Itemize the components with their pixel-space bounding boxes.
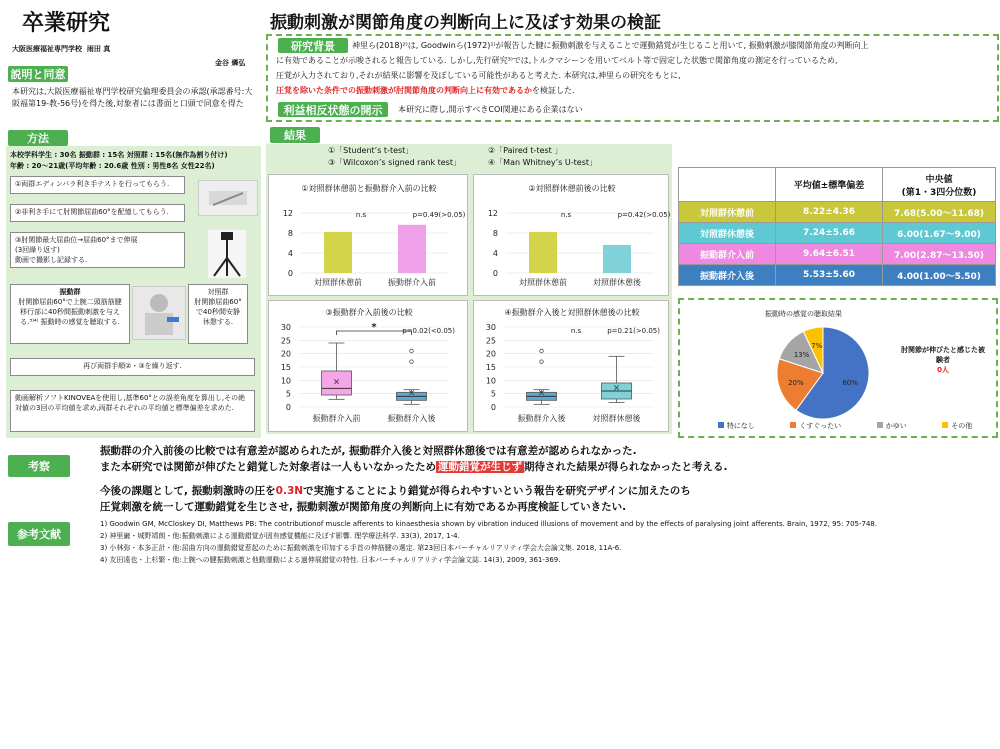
chart-4-mean-marker: × xyxy=(612,383,621,394)
method-analysis: 動画解析ソフトKINOVEAを使用し,基準60°との誤差角度を算出し,その絶対値の3回の平均値を求め,両群それぞれの平均値と標準偏差を求めた. xyxy=(10,390,255,432)
stats-row-label: 対照群休憩後 xyxy=(679,223,776,244)
discussion-p1: 振動群の介入前後の比較では有意差が認められたが, 振動群介入後と対照群休憩後では有意差が認められなかった. xyxy=(100,445,637,457)
stats-row-median: 7.00(2.87～13.50) xyxy=(883,244,996,265)
method-step-1: ①両群エディンバラ利き手テストを行ってもらう. xyxy=(10,176,185,194)
setsumei-text: 本研究は,大阪医療福祉専門学校研究倫理委員会の承認(承認番号:大阪福第19-教-56号)を得た後,対象者には書面と口頭で同意を得た xyxy=(12,87,253,108)
pie-legend-item xyxy=(718,421,755,431)
chart-3-ytick: 0 xyxy=(285,403,291,412)
chart-4-outlier xyxy=(540,360,544,364)
chart-1-ytick: 12 xyxy=(282,209,293,218)
ref-item: 4) 友田遠也・上杉繁・他:上腕への腱振動刺激と他動運動による過伸展錯覚の特性. 日本バーチャルリアリティ学会論文誌. 14(3), 2009, 361-369. xyxy=(100,556,561,564)
method-step-3 xyxy=(10,232,185,268)
test-3: ③「Wilcoxon’s signed rank test」 xyxy=(328,158,461,167)
photo-vibration xyxy=(132,286,186,340)
bg-label: 研究背景 xyxy=(278,38,348,53)
ref-item: 3) 小林弥・本多正計・他:屈曲方向の運動錯覚惹起のために振動刺激を印加する手首の伸筋腱の選定. 第23回日本バーチャルリアリティ学会大会論文集. 2018, 11A-6. xyxy=(100,544,622,552)
chart-4-ytick: 5 xyxy=(490,389,496,399)
stats-row xyxy=(679,265,996,286)
pie-slice-label: 60% xyxy=(842,378,858,387)
pie-legend-label: 特になし xyxy=(726,422,755,430)
bg-line-4-tail: を検証した. xyxy=(532,86,575,95)
chart-4 xyxy=(473,300,669,432)
ref-list xyxy=(100,518,995,566)
photo-elbow-measure xyxy=(198,180,258,216)
chart-3-mean-marker: × xyxy=(407,388,416,399)
stats-row-mean: 5.53±5.60 xyxy=(776,265,883,286)
stats-header-median-line1: 中央値 xyxy=(925,174,953,185)
discussion-p3a: 今後の課題として, 振動刺激時の圧を xyxy=(100,485,276,497)
pie-legend-item xyxy=(942,421,972,431)
stats-row-mean: 7.24±5.66 xyxy=(776,223,883,244)
vib-group-text: 肘関節屈曲60°で上腕二頭筋筋腱移行部に40秒間振動刺激を与える.³⁾⁴⁾ 振動時の感覚を聴取する. xyxy=(18,298,122,326)
chart-2-pvalue: p=0.42(>0.05) xyxy=(617,211,670,219)
chart-2-xtick: 対照群休憩後 xyxy=(593,278,641,287)
main-title: 振動刺激が関節角度の判断向上に及ぼす効果の検証 xyxy=(270,13,661,33)
pie-legend xyxy=(700,421,990,431)
advisor-name: 金谷 燐弘 xyxy=(215,59,246,67)
chart-3-mean-marker: × xyxy=(332,377,341,388)
chart-3-ytick: 20 xyxy=(280,349,291,359)
test-1: ①「Student’s t-test」 xyxy=(328,146,414,155)
bg-line-3: 圧覚が入力されており,それが結果に影響を及ぼしている可能性があると考えた. 本研究は,神里らの研究をもとに, xyxy=(276,71,681,80)
stats-header-row xyxy=(679,168,996,202)
chart-4-ytick: 10 xyxy=(485,376,496,386)
chart-3-outlier xyxy=(410,360,414,364)
pie-slice-label: 13% xyxy=(793,351,810,360)
chart-4-ytick: 30 xyxy=(485,323,496,332)
stats-row-label: 振動群介入後 xyxy=(679,265,776,286)
chart-2-xtick: 対照群休憩前 xyxy=(519,278,567,287)
chart-2-ytick: 4 xyxy=(492,249,498,258)
pie-annotation-text: 肘関節が伸びたと感じた被験者 xyxy=(901,346,985,364)
chart-3-ytick: 25 xyxy=(280,336,291,346)
chart-3-xtick: 振動群介入前 xyxy=(312,414,361,423)
coi-label: 利益相反状態の開示 xyxy=(278,102,388,117)
stats-row-median: 4.00(1.00～5.50) xyxy=(883,265,996,286)
discussion-p2 xyxy=(100,459,728,474)
chart-3-sig: * xyxy=(371,322,377,333)
chart-1-ytick: 8 xyxy=(287,229,293,238)
method-demographics: 年齢 : 20～21歳(平均年齢 : 20.6歳 性別 : 男性8名 女性22名) xyxy=(10,162,215,170)
photo-elbow-measure-illustration xyxy=(199,181,257,215)
bg-line-1: 神里ら(2018)²⁾は, Goodwinら(1972)¹⁾が報告した腱に振動刺激を与えることで運動錯覚が生じること用いて, 振動刺激が膝関節角度の判断向上 xyxy=(352,41,869,50)
discussion-p2b: 期待された結果が得られなかったと考える. xyxy=(524,461,728,473)
bg-line-4 xyxy=(276,85,994,97)
school-name xyxy=(12,44,110,54)
chart-1-plot xyxy=(269,175,469,297)
step3-line-c: 動画で撮影し記録する. xyxy=(15,256,88,264)
author: 雨田 真 xyxy=(86,45,111,53)
stats-row xyxy=(679,244,996,265)
ctrl-group-text: 肘関節屈曲60°で40秒間安静休憩する. xyxy=(194,298,242,326)
chart-4-xtick: 対照群休憩後 xyxy=(592,414,641,423)
method-label: 方法 xyxy=(8,130,68,146)
stats-table xyxy=(678,167,996,286)
chart-1-ytick: 4 xyxy=(287,249,293,258)
chart-3-pvalue: p=0.02(<0.05) xyxy=(402,327,455,335)
vib-group-title: 振動群 xyxy=(59,288,81,296)
chart-4-sig: n.s xyxy=(570,327,582,335)
chart-3-ytick: 10 xyxy=(280,376,291,386)
school: 大阪医療福祉専門学校 xyxy=(12,45,82,53)
photo-tripod-camera xyxy=(208,230,246,278)
chart-2-sig: n.s xyxy=(560,211,572,219)
bg-line-2: に有効であることが示唆されると報告している. しかし,先行研究³⁾では,トルクマシーンを用いてベルト等で固定した状態で関節角度の測定を行っているため, xyxy=(276,56,838,65)
chart-1-title: ①対照群休憩前と振動群介入前の比較 xyxy=(301,184,437,193)
stats-row xyxy=(679,223,996,244)
stats-row-label: 振動群介入前 xyxy=(679,244,776,265)
stats-row-median: 7.68(5.00～11.68) xyxy=(883,202,996,223)
chart-3-ytick: 15 xyxy=(280,363,291,372)
poster-title: 卒業研究 xyxy=(22,11,111,36)
pie-slice-label: 7% xyxy=(811,342,823,351)
chart-4-pvalue: p=0.21(>0.05) xyxy=(607,327,660,335)
pie-legend-swatch xyxy=(718,422,724,428)
ref-label: 参考文献 xyxy=(8,522,70,546)
coi-text: 本研究に際し,開示すべきCOI関連にある企業はない xyxy=(398,105,583,114)
chart-1-bar xyxy=(398,225,426,273)
chart-4-ytick: 25 xyxy=(485,336,496,346)
test-2: ②「Paired t-test 」 xyxy=(488,146,563,155)
discussion-p3b: で実施することにより錯覚が得られやすいという報告を研究デザインに加えたのち xyxy=(303,485,691,497)
chart-1-xtick: 振動群介入前 xyxy=(388,278,436,287)
chart-2-ytick: 8 xyxy=(492,229,498,238)
chart-4-mean-marker: × xyxy=(537,388,546,399)
setsumei-label: 説明と同意 xyxy=(8,66,68,82)
discussion-p3-highlight: 0.3N xyxy=(275,485,304,497)
chart-2 xyxy=(473,174,669,296)
chart-4-ytick: 15 xyxy=(485,363,496,372)
chart-1-ytick: 0 xyxy=(287,269,293,278)
method-step-2: ②非利き手にて肘関節屈曲60°を配憶してもらう. xyxy=(10,204,185,222)
discussion-p2-highlight: 運動錯覚が生じず xyxy=(438,461,522,473)
chart-4-plot xyxy=(474,301,670,433)
chart-3-title: ③振動群介入前後の比較 xyxy=(325,308,413,317)
bg-highlight: 圧覚を除いた条件での振動刺激が肘関節角度の判断向上に有効であるか xyxy=(276,86,532,95)
result-label: 結果 xyxy=(270,127,320,143)
method-repeat: 再び両群手順②・③を繰り返す. xyxy=(10,358,255,376)
stats-row-median: 6.00(1.67～9.00) xyxy=(883,223,996,244)
chart-2-plot xyxy=(474,175,670,297)
stats-row xyxy=(679,202,996,223)
ctrl-group-title: 対照群 xyxy=(207,288,229,296)
chart-4-ytick: 20 xyxy=(485,349,496,359)
stats-header-mean: 平均値±標準偏差 xyxy=(776,168,883,202)
chart-1-bar xyxy=(324,232,352,273)
chart-1-pvalue: p=0.49(>0.05) xyxy=(412,211,466,219)
pie-legend-label: その他 xyxy=(951,422,973,430)
stats-header-median-line2: (第1・3四分位数) xyxy=(901,187,977,198)
ref-item: 1) Goodwin GM, McCloskey DI, Matthews PB: The contributionof muscle afferents to kinaesthesia shown by vibration induced illusions of movement and by the effects of paralysing joint afferents. Brain, 1972, 95: 705-748. xyxy=(100,520,878,528)
stats-header-blank xyxy=(679,168,776,202)
chart-4-xtick: 振動群介入後 xyxy=(517,414,566,423)
chart-3-ytick: 5 xyxy=(285,389,291,399)
pie-plot xyxy=(768,318,898,428)
chart-1-xtick: 対照群休憩前 xyxy=(314,278,362,287)
chart-1-sig: n.s xyxy=(355,211,367,219)
chart-3-ytick: 30 xyxy=(280,323,291,332)
pie-annotation-value: 0人 xyxy=(937,366,949,374)
pie-title: 振動時の感覚の聴取結果 xyxy=(765,310,842,318)
chart-2-bar xyxy=(529,232,557,273)
pie-legend-label: くすぐったい xyxy=(799,422,842,430)
discussion-p2a: また本研究では関節が伸びたと錯覚した対象者は一人もいなかったため xyxy=(100,461,436,473)
stats-body xyxy=(679,202,996,286)
chart-2-title: ②対照群休憩前後の比較 xyxy=(528,184,616,193)
chart-3-xtick: 振動群介入後 xyxy=(387,414,436,423)
tripod-camera-icon xyxy=(208,230,246,278)
step3-line-b: (3回繰り返す) xyxy=(15,246,60,254)
pie-legend-label: かゆい xyxy=(885,422,907,430)
photo-vibration-illustration xyxy=(133,287,185,339)
stats-row-mean: 8.22±4.36 xyxy=(776,202,883,223)
stats-row-label: 対照群休憩前 xyxy=(679,202,776,223)
pie-annotation xyxy=(898,345,988,375)
chart-3-outlier xyxy=(410,349,414,353)
pie-legend-swatch xyxy=(790,422,796,428)
pie-legend-item xyxy=(877,421,907,431)
kousatsu-label: 考察 xyxy=(8,455,70,477)
stats-row-mean: 9.64±6.51 xyxy=(776,244,883,265)
chart-4-title: ④振動群介入後と対照群休憩後の比較 xyxy=(504,308,640,317)
pie-legend-swatch xyxy=(877,422,883,428)
pie-slice-label: 20% xyxy=(788,378,804,387)
ctrl-group-box xyxy=(188,284,248,344)
pie-legend-swatch xyxy=(942,422,948,428)
chart-2-bar xyxy=(603,245,631,273)
step3-line-a: ③肘関節最大屈曲位→屈曲60°まで伸展 xyxy=(15,236,138,244)
chart-3 xyxy=(268,300,468,432)
vib-group-box xyxy=(10,284,130,344)
method-subjects: 本校学科学生 : 30名 振動群 : 15名 対照群 : 15名(無作為割り付け) xyxy=(10,151,228,159)
pie-legend-item xyxy=(790,421,841,431)
chart-2-ytick: 12 xyxy=(487,209,498,218)
test-4: ④「Man Whitney’s U-test」 xyxy=(488,158,598,167)
chart-1 xyxy=(268,174,468,296)
chart-2-ytick: 0 xyxy=(492,269,498,278)
chart-4-ytick: 0 xyxy=(490,403,496,412)
stats-header-median xyxy=(883,168,996,202)
ref-item: 2) 神里巌・城野靖朗・他:振動刺激による運動錯覚が固有感覚機能に及ぼす影響. 理学療法科学. 33(3), 2017, 1-4. xyxy=(100,532,460,540)
chart-3-plot xyxy=(269,301,469,433)
discussion-p3 xyxy=(100,483,691,498)
discussion-p4: 圧覚刺激を統一して運動錯覚を生じさせ, 振動刺激が関節角度の判断向上に有効であるか再度検証していきたい. xyxy=(100,501,627,513)
chart-4-outlier xyxy=(540,349,544,353)
